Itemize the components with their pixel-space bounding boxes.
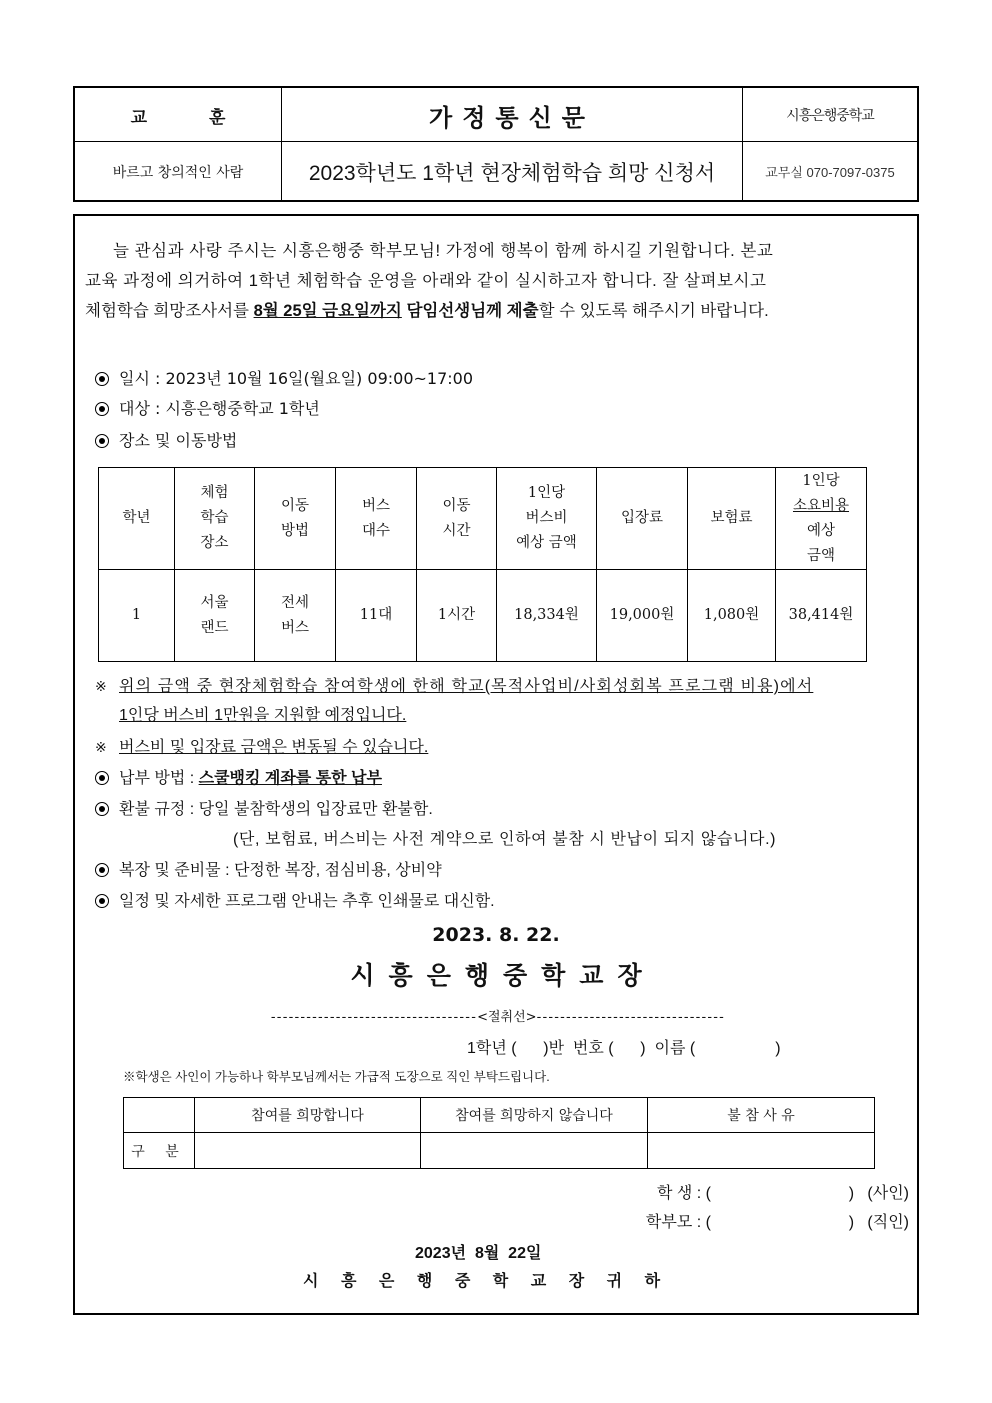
intro-text: 교육 과정에 의거하여 1학년 체험학습 운영을 아래와 같이 실시하고자 합니다. 잘 살펴보시고 [85,272,767,290]
header-table [73,86,919,202]
transport-cell [255,570,336,662]
header-text: 방법 [280,522,309,539]
header-cell [688,468,776,570]
bullet-icon [95,434,109,448]
place-text: 장소 및 이동방법 [119,431,238,450]
header-text: 1인당 [802,472,840,489]
header-text: 대수 [361,522,390,539]
note-text: 위의 금액 중 현장체험학습 참여학생에 한해 학교(목적사업비/사회성회복 프로그램 비용)에서 [119,678,814,695]
cell-text: 1 [131,607,142,623]
cell-text: 1,080원 [703,607,760,623]
intro-paragraph [85,236,900,326]
note-support-cont [119,704,406,728]
bullet-icon [95,372,109,386]
target-text: 대상 : 시흥은행중학교 1학년 [119,399,320,418]
header-cell [175,468,255,570]
refund-text: 환불 규정 : 당일 불참학생의 입장료만 환불함. [119,801,433,818]
bus-fee-cell [497,570,597,662]
header-cell [255,468,336,570]
form-date: 2023년 8월 22일 [415,1245,542,1262]
bullet-icon [95,802,109,816]
note-change [95,735,428,759]
cut-dashes: ----------------------------------- [270,1010,478,1025]
bullet-icon [95,863,109,877]
participation-form-table [123,1097,875,1169]
bullet-icon [95,894,109,908]
payment-value: 스쿨뱅킹 계좌를 통한 납부 [198,770,382,787]
note-mark-icon: ※ [95,739,107,755]
intro-text: 체험학습 희망조사서를 [85,302,249,320]
date-text: 일시 : 2023년 10월 16일(월요일) 09:00~17:00 [119,369,474,388]
refund-item [95,798,433,822]
place-item [95,429,237,453]
dress-text: 복장 및 준비물 : 단정한 복장, 점심비용, 상비약 [119,862,442,879]
cell-text: 전세 [280,594,309,611]
header-text: 이동 [442,497,471,514]
intro-line-1 [85,236,900,266]
note-text: 1인당 버스비 1만원을 지원할 예정입니다. [119,707,407,724]
bus-count-cell [336,570,417,662]
cut-dashes: -------------------------------- [536,1010,726,1025]
school-name: 시흥은행중학교 [786,108,874,124]
header-text: 예상 [806,522,835,539]
schedule-text: 일정 및 자세한 프로그램 안내는 추후 인쇄물로 대신함. [119,893,495,910]
note-text: 버스비 및 입장료 금액은 변동될 수 있습니다. [119,739,429,756]
refund-detail-text: (단, 보험료, 버스비는 사전 계약으로 인하여 불참 시 반납이 되지 않습니다.) [233,831,777,848]
dress-item [95,859,442,883]
travel-time-cell [417,570,497,662]
header-text: 체험 [200,485,229,501]
bullet-icon [95,402,109,416]
participate-field[interactable] [195,1133,421,1169]
submit-to-text: 담임선생님께 제출 [406,302,539,320]
header-cell [99,468,175,570]
header-text: 버스비 [525,510,568,526]
schedule-item [95,890,495,914]
intro-line-2 [85,266,900,296]
motto-label: 교 훈 [130,107,254,128]
participate-header: 참여를 희망합니다 [195,1098,421,1133]
not-participate-field[interactable] [421,1133,648,1169]
document-subtitle: 2023학년도 1학년 현장체험학습 희망 신청서 [308,161,716,185]
note-support [95,674,813,698]
note-mark-icon: ※ [95,678,107,694]
payment-item [95,767,382,791]
principal-title: 시흥은행중학교장 [350,961,656,990]
header-text: 학습 [200,510,229,526]
cell-text: 랜드 [200,619,229,636]
cell-text: 18,334원 [514,607,579,623]
admission-fee-cell [597,570,688,662]
seal-notice: ※학생은 사인이 가능하나 학부모님께서는 가급적 도장으로 직인 부탁드립니다. [123,1070,550,1084]
payment-label: 납부 방법 : [119,770,199,787]
parent-sign-line: 학부모 : ( ) (직인) [645,1214,909,1231]
absence-reason-header: 불 참 사 유 [648,1098,875,1133]
header-text: 보험료 [710,510,753,526]
student-info-line: 1학년 ( )반 번호 ( ) 이름 ( ) [467,1040,781,1057]
header-text: 시간 [442,522,471,539]
cell-text: 38,414원 [788,607,854,623]
not-participate-header: 참여를 희망하지 않습니다 [421,1098,648,1133]
header-cell [776,468,867,570]
intro-line-3 [85,296,900,326]
form-header-row [124,1098,875,1133]
issue-date: 2023. 8. 22. [432,924,560,946]
date-item [95,367,473,391]
header-text: 1인당 [527,485,566,501]
intro-text: 할 수 있도록 해주시기 바랍니다. [538,302,769,320]
cell-text: 19,000원 [609,607,675,623]
cell-text: 1시간 [437,607,476,623]
cell-text: 서울 [200,594,229,611]
student-sign-line: 학 생 : ( ) (사인) [656,1185,909,1202]
form-row [124,1133,875,1169]
deadline-text: 8월 25일 금요일까지 [253,302,402,320]
header-text: 이동 [280,497,309,514]
form-corner-cell [124,1098,195,1133]
category-label: 구 분 [124,1133,195,1169]
main-content-box [73,214,919,1315]
header-text: 버스 [361,497,390,514]
header-text: 장소 [200,535,229,551]
cell-text: 버스 [280,619,309,636]
page-title: 가정통신문 [429,103,595,132]
motto: 바르고 창의적인 사람 [112,164,244,181]
place-cell [175,570,255,662]
grade-cell [99,570,175,662]
refund-detail [233,828,776,852]
cut-label: <절취선> [477,1010,537,1025]
absence-reason-field[interactable] [648,1133,875,1169]
header-text: 소요비용 [792,497,850,514]
addressee: 시흥은행중학교장귀하 [303,1271,683,1290]
header-text: 금액 [806,547,835,564]
trip-info-table [98,467,867,662]
table-header-row [99,468,867,570]
target-item [95,397,320,421]
bullet-icon [95,771,109,785]
cut-line [163,1006,833,1025]
header-cell [417,468,497,570]
cell-text: 11대 [359,607,393,623]
office-phone: 교무실 070-7097-0375 [765,165,895,180]
insurance-fee-cell [688,570,776,662]
header-cell [597,468,688,570]
header-text: 예상 금액 [516,535,577,551]
header-cell [497,468,597,570]
intro-text: 늘 관심과 사랑 주시는 시흥은행중 학부모님! 가정에 행복이 함께 하시길 기원합니다. 본교 [113,242,774,260]
header-cell [336,468,417,570]
header-text: 학년 [122,510,151,526]
table-row [99,570,867,662]
total-cost-cell [776,570,867,662]
header-text: 입장료 [620,510,664,526]
